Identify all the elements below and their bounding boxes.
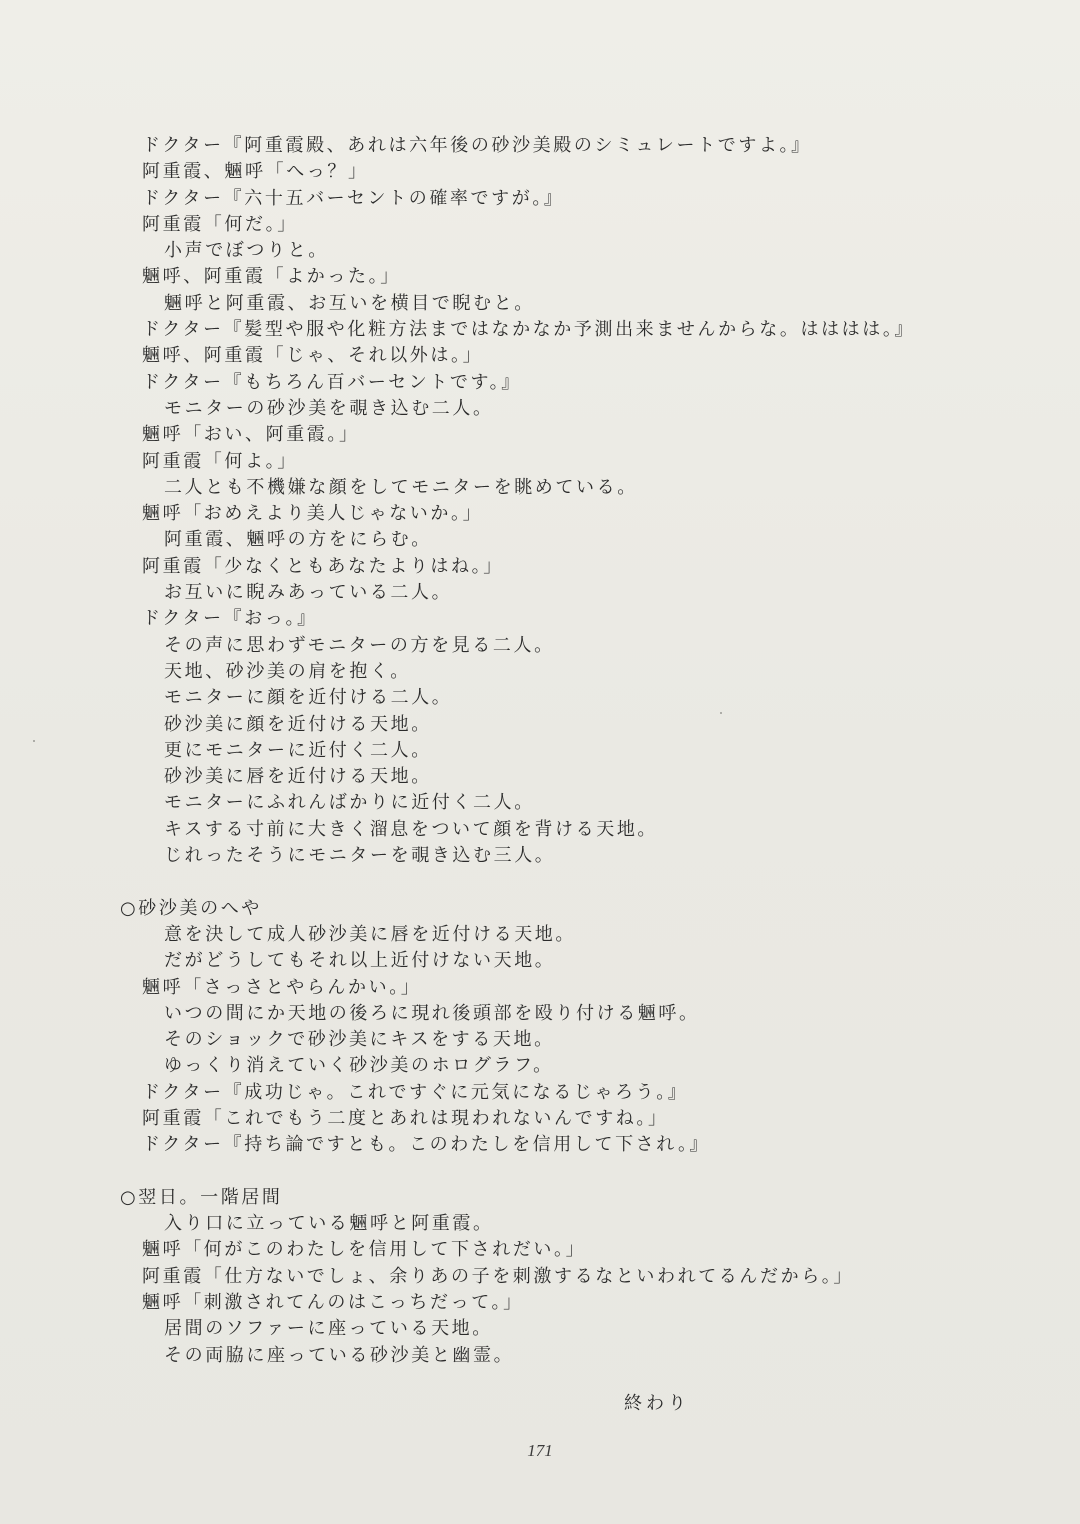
action-line: モニターにふれんばかりに近付く二人。	[164, 792, 535, 814]
action-line: 居間のソファーに座っている天地。	[164, 1318, 493, 1340]
action-line: そのショックで砂沙美にキスをする天地。	[164, 1029, 555, 1051]
dialogue-line: 魎呼「刺激されてんのはこっちだって。」	[142, 1292, 524, 1314]
dialogue-line: 阿重霞、魎呼「へっ？」	[142, 161, 369, 183]
dialogue-line: ドクター『おっ。』	[142, 608, 318, 630]
dialogue-line: 阿重霞「仕方ないでしょ、余りあの子を刺激するなといわれてるんだから。」	[142, 1265, 854, 1287]
action-line: モニターの砂沙美を覗き込む二人。	[164, 397, 494, 419]
script-text-block	[120, 133, 1022, 1369]
dialogue-line: ドクター『成功じゃ。これですぐに元気になるじゃろう。』	[142, 1081, 689, 1103]
dialogue-line: 魎呼「おい、阿重霞。」	[142, 424, 360, 446]
action-line: 更にモニターに近付く二人。	[164, 739, 432, 761]
action-line: いつの間にか天地の後ろに現れ後頭部を殴り付ける魎呼。	[164, 1002, 700, 1024]
action-line: だがどうしてもそれ以上近付けない天地。	[164, 950, 556, 972]
scene-heading: ○砂沙美のへや	[120, 897, 262, 919]
dialogue-line: 魎呼「何がこのわたしを信用して下されだい。」	[142, 1239, 587, 1261]
action-line: お互いに睨みあっている二人。	[164, 582, 453, 604]
action-line: 砂沙美に唇を近付ける天地。	[164, 766, 432, 788]
action-line: 砂沙美に顔を近付ける天地。	[164, 713, 432, 735]
action-line: キスする寸前に大きく溜息をついて顔を背ける天地。	[164, 818, 659, 840]
action-line: モニターに顔を近付ける二人。	[164, 687, 453, 709]
dialogue-line: 阿重霞「これでもう二度とあれは現われないんですね。」	[142, 1107, 669, 1129]
dialogue-line: 魎呼「おめえより美人じゃないか。」	[142, 503, 484, 525]
action-line: 魎呼と阿重霞、お互いを横目で睨むと。	[164, 292, 535, 314]
action-line: 小声でぼつりと。	[164, 240, 329, 262]
dialogue-line: 魎呼「さっさとやらんかい。」	[142, 976, 422, 998]
action-line: 天地、砂沙美の肩を抱く。	[164, 660, 411, 682]
action-line: 阿重霞、魎呼の方をにらむ。	[164, 529, 432, 551]
action-line: 意を決して成人砂沙美に唇を近付ける天地。	[164, 923, 576, 945]
dialogue-line: 阿重霞「少なくともあなたよりはね。」	[142, 555, 504, 577]
scan-speck	[720, 712, 722, 714]
action-line: その両脇に座っている砂沙美と幽霊。	[164, 1344, 515, 1366]
scene-heading: ○翌日。一階居間	[120, 1186, 283, 1208]
dialogue-line: ドクター『阿重霞殿、あれは六年後の砂沙美殿のシミュレートですよ。』	[142, 135, 812, 156]
dialogue-line: 魎呼、阿重霞「じゃ、それ以外は。」	[142, 345, 484, 367]
blank-line	[142, 869, 1022, 895]
end-mark: 終わり	[624, 1393, 690, 1414]
page-number: 171	[527, 1441, 553, 1460]
dialogue-line: ドクター『髪型や服や化粧方法まではなかなか予測出来ませんからな。はははは。』	[142, 319, 916, 341]
scan-speck	[33, 740, 35, 742]
dialogue-line: ドクター『六十五バーセントの確率ですが。』	[142, 187, 565, 209]
action-line: ゆっくり消えていく砂沙美のホログラフ。	[164, 1055, 554, 1077]
action-line: その声に思わずモニターの方を見る二人。	[164, 634, 555, 656]
action-line: 二人とも不機嫌な顔をしてモニターを眺めている。	[164, 476, 638, 498]
blank-line	[142, 1159, 1022, 1185]
dialogue-line: 魎呼、阿重霞「よかった。」	[142, 266, 401, 288]
dialogue-line: ドクター『もちろん百バーセントです。』	[142, 371, 522, 393]
action-line: じれったそうにモニターを覗き込む三人。	[164, 845, 556, 867]
dialogue-line: 阿重霞「何だ。」	[142, 213, 298, 235]
dialogue-line: 阿重霞「何よ。」	[142, 450, 298, 472]
dialogue-line: ドクター『持ち論ですとも。このわたしを信用して下され。』	[142, 1134, 711, 1156]
action-line: 入り口に立っている魎呼と阿重霞。	[164, 1213, 494, 1235]
